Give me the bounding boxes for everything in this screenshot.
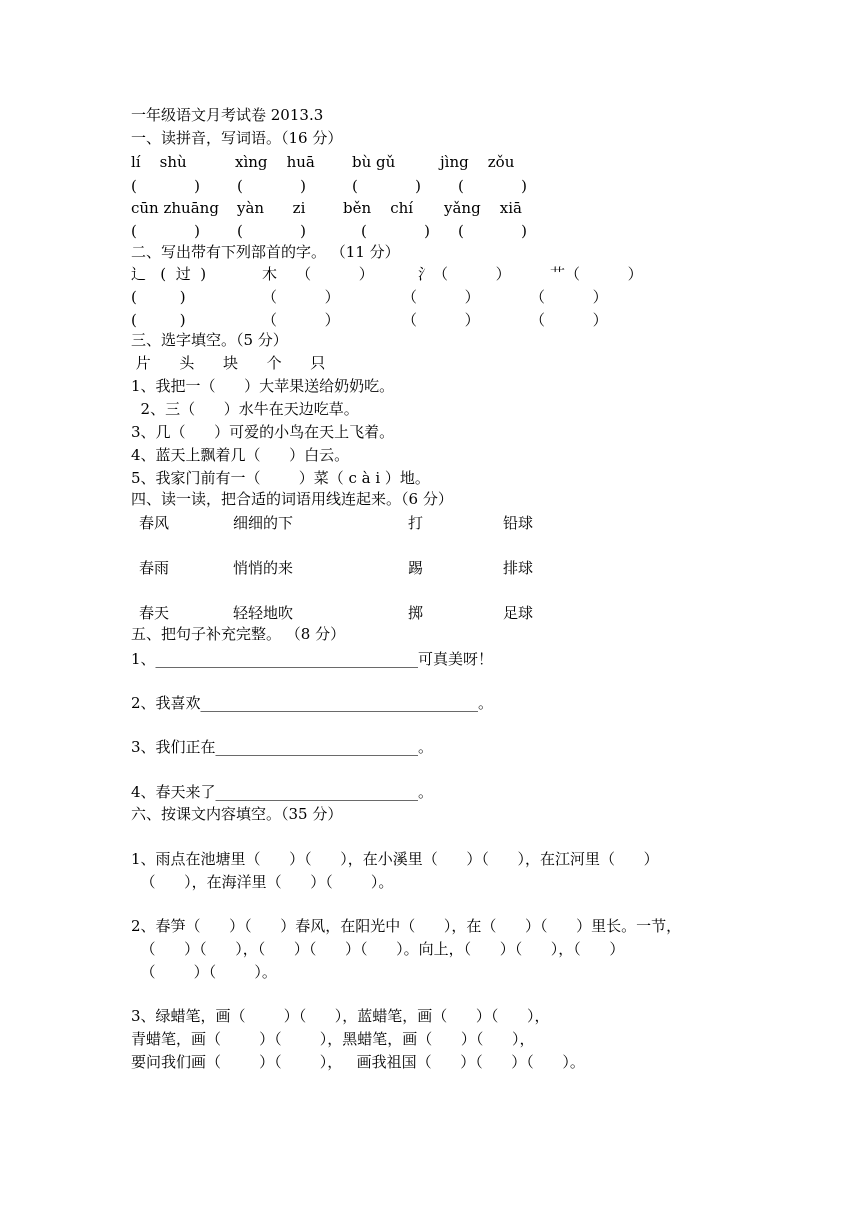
fill-item: 3、几（ ）可爱的小鸟在天上飞着。 — [131, 423, 395, 441]
word-choices: 片 头 块 个 只 — [131, 354, 326, 372]
page-title: 一年级语文月考试卷 2013.3 — [131, 106, 324, 124]
text-fill-line: 要问我们画（ ）（ ）， 画我祖国（ ）（ ）（ ）。 — [131, 1053, 585, 1071]
fill-item: 4、蓝天上飘着几（ ）白云。 — [131, 446, 350, 464]
answer-blank[interactable]: ( ) — [237, 177, 306, 195]
answer-blank[interactable]: （ ） — [530, 288, 608, 306]
section-5-heading: 五、把句子补充完整。 （8 分） — [131, 625, 346, 643]
match-word[interactable]: 悄悄的来 — [233, 559, 294, 577]
answer-blank[interactable]: ( ) — [361, 222, 430, 240]
sentence-item[interactable]: 1、___________________________________可真美呀！ — [131, 650, 494, 668]
answer-blank[interactable]: ( ) — [131, 288, 186, 306]
answer-blank[interactable]: ( ) — [131, 222, 200, 240]
answer-blank[interactable]: ( ) — [237, 222, 306, 240]
sentence-item[interactable]: 2、我喜欢_____________________________________。 — [131, 694, 494, 712]
match-word[interactable]: 铅球 — [503, 514, 534, 532]
pinyin-8: yǎng xiā — [444, 199, 522, 217]
answer-blank[interactable]: （ ） — [402, 311, 480, 329]
text-fill-line: 青蜡笔，画（ ）（ ），黑蜡笔，画（ ）（ ）， — [131, 1030, 535, 1048]
section-4-heading: 四、读一读，把合适的词语用线连起来。（6 分） — [131, 490, 453, 508]
fill-item: 1、我把一（ ）大苹果送给奶奶吃。 — [131, 377, 395, 395]
fill-item: 5、我家门前有一（ ）菜（ c à i ）地。 — [131, 469, 430, 487]
match-word[interactable]: 春雨 — [139, 559, 170, 577]
section-3-heading: 三、选字填空。（5 分） — [131, 331, 288, 349]
answer-blank[interactable]: （ ） — [530, 311, 608, 329]
answer-blank[interactable]: ( ) — [131, 311, 186, 329]
pinyin-7: běn chí — [343, 199, 414, 217]
radical-item: 木 （ ） — [262, 265, 374, 283]
match-word[interactable]: 踢 — [408, 559, 424, 577]
sentence-item[interactable]: 3、我们正在___________________________。 — [131, 738, 434, 756]
pinyin-6: yàn zi — [237, 199, 306, 217]
match-word[interactable]: 打 — [408, 514, 424, 532]
answer-blank[interactable]: ( ) — [458, 222, 527, 240]
text-fill-line: （ ），在海洋里（ ）（ ）。 — [131, 873, 394, 891]
match-word[interactable]: 春天 — [139, 604, 170, 622]
pinyin-3: bù gǔ — [352, 153, 396, 171]
match-word[interactable]: 排球 — [503, 559, 534, 577]
pinyin-2: xìng huā — [235, 153, 315, 171]
section-2-heading: 二、写出带有下列部首的字。 （11 分） — [131, 243, 400, 261]
radical-item: 艹（ ） — [550, 265, 643, 283]
match-word[interactable]: 掷 — [408, 604, 424, 622]
answer-blank[interactable]: （ ） — [262, 288, 340, 306]
answer-blank[interactable]: ( ) — [352, 177, 421, 195]
text-fill-line: 1、雨点在池塘里（ ）（ ），在小溪里（ ）（ ），在江河里（ ） — [131, 850, 659, 868]
match-word[interactable]: 春风 — [139, 514, 170, 532]
answer-blank[interactable]: （ ） — [402, 288, 480, 306]
match-word[interactable]: 细细的下 — [233, 514, 294, 532]
text-fill-line: （ ）（ ）。 — [131, 963, 277, 981]
radical-item: 辶 ( 过 ) — [131, 265, 207, 283]
radical-item: 氵（ ） — [418, 265, 511, 283]
section-6-heading: 六、按课文内容填空。（35 分） — [131, 805, 343, 823]
text-fill-line: 2、春笋（ ）（ ）春风，在阳光中（ ），在（ ）（ ）里长。一节， — [131, 917, 682, 935]
section-1-heading: 一、读拼音，写词语。（16 分） — [131, 129, 343, 147]
fill-item: 2、三（ ）水牛在天边吃草。 — [131, 400, 359, 418]
text-fill-line: 3、绿蜡笔，画（ ）（ ），蓝蜡笔，画（ ）（ ）， — [131, 1007, 550, 1025]
answer-blank[interactable]: ( ) — [131, 177, 200, 195]
pinyin-4: jìng zǒu — [440, 153, 515, 171]
pinyin-1: lí shù — [131, 153, 187, 171]
match-word[interactable]: 足球 — [503, 604, 534, 622]
answer-blank[interactable]: ( ) — [458, 177, 527, 195]
match-word[interactable]: 轻轻地吹 — [233, 604, 294, 622]
text-fill-line: （ ）（ ），（ ）（ ）（ ）。向上，（ ）（ ），（ ） — [131, 940, 625, 958]
sentence-item[interactable]: 4、春天来了___________________________。 — [131, 783, 434, 801]
answer-blank[interactable]: （ ） — [262, 311, 340, 329]
pinyin-5: cūn zhuāng — [131, 199, 219, 217]
